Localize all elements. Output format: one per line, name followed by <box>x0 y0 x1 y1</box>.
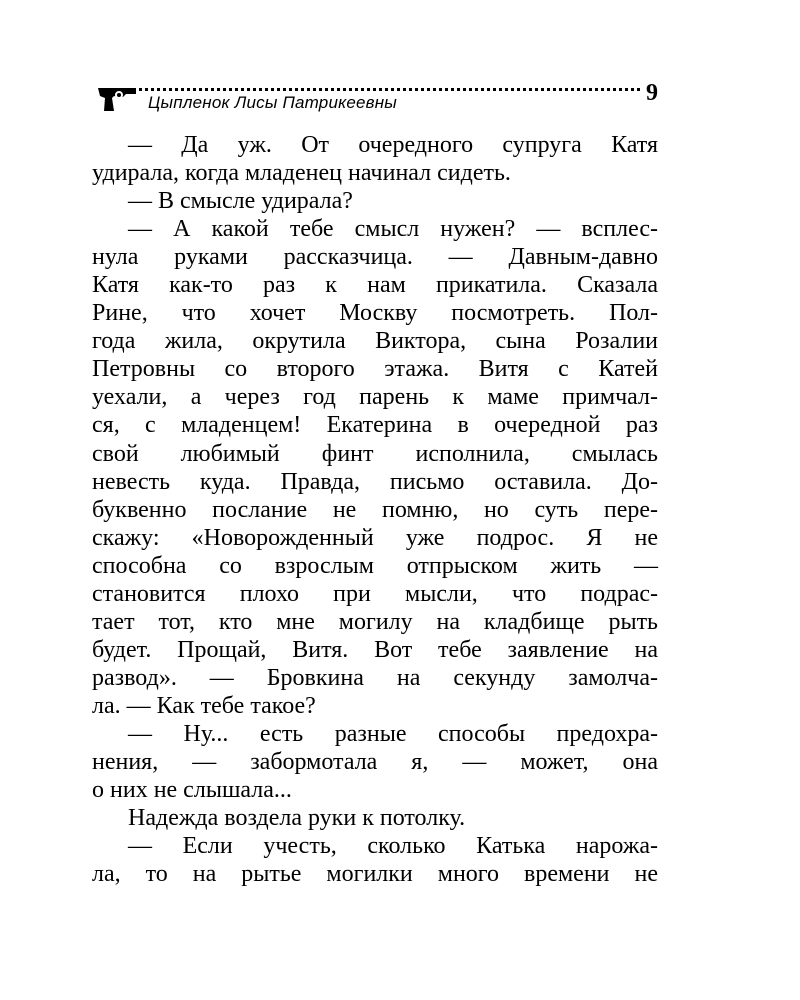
running-header <box>92 78 664 122</box>
text-line: нения, — забормотала я, — может, она <box>92 749 658 776</box>
text-line: — Ну... есть разные способы предохра- <box>128 720 658 747</box>
text-line: удирала, когда младенец начинал сидеть. <box>92 160 511 187</box>
text-line: Петровны со второго этажа. Витя с Катей <box>92 356 658 383</box>
text-line: ла, то на рытье могилки много времени не <box>92 861 658 888</box>
page-number: 9 <box>646 80 658 106</box>
text-line: Надежда воздела руки к потолку. <box>128 805 466 832</box>
text-line: буквенно послание не помню, но суть пере- <box>92 496 658 523</box>
text-line: ла. — Как тебе такое? <box>92 692 316 719</box>
text-line: будет. Прощай, Витя. Вот тебе заявление на <box>92 636 658 663</box>
text-line: — Да уж. От очередного супруга Катя <box>128 132 658 158</box>
text-line: года жила, окрутила Виктора, сына Розалии <box>92 328 658 355</box>
text-line: — Если учесть, сколько Катька нарожа- <box>128 833 658 860</box>
text-line: нула руками рассказчица. — Давным-давно <box>92 244 658 271</box>
body-text <box>92 131 658 888</box>
text-line: ся, с младенцем! Екатерина в очередной раз <box>92 412 658 439</box>
text-line: уехали, а через год парень к маме примчал- <box>92 384 658 411</box>
text-line: способна со взрослым отпрыском жить — <box>92 552 658 579</box>
text-line: тает тот, кто мне могилу на кладбище рыть <box>92 608 658 635</box>
text-line: Катя как-то раз к нам прикатила. Сказала <box>92 272 658 299</box>
running-title: Цыпленок Лисы Патрикеевны <box>148 93 397 112</box>
text-line: свой любимый финт исполнила, смылась <box>92 440 658 467</box>
text-line: невесть куда. Правда, письмо оставила. До- <box>92 468 658 495</box>
header-dotted-rule <box>132 88 640 91</box>
text-line: скажу: «Новорожденный уже подрос. Я не <box>92 524 658 551</box>
text-line: становится плохо при мысли, что подрас- <box>92 580 658 607</box>
text-line: о них не слышала... <box>92 777 292 804</box>
text-line: Рине, что хочет Москву посмотреть. Пол- <box>92 300 658 327</box>
text-line: — В смысле удирала? <box>128 188 353 215</box>
text-line: развод». — Бровкина на секунду замолча- <box>92 664 658 691</box>
text-line: — А какой тебе смысл нужен? — всплес- <box>128 216 658 243</box>
